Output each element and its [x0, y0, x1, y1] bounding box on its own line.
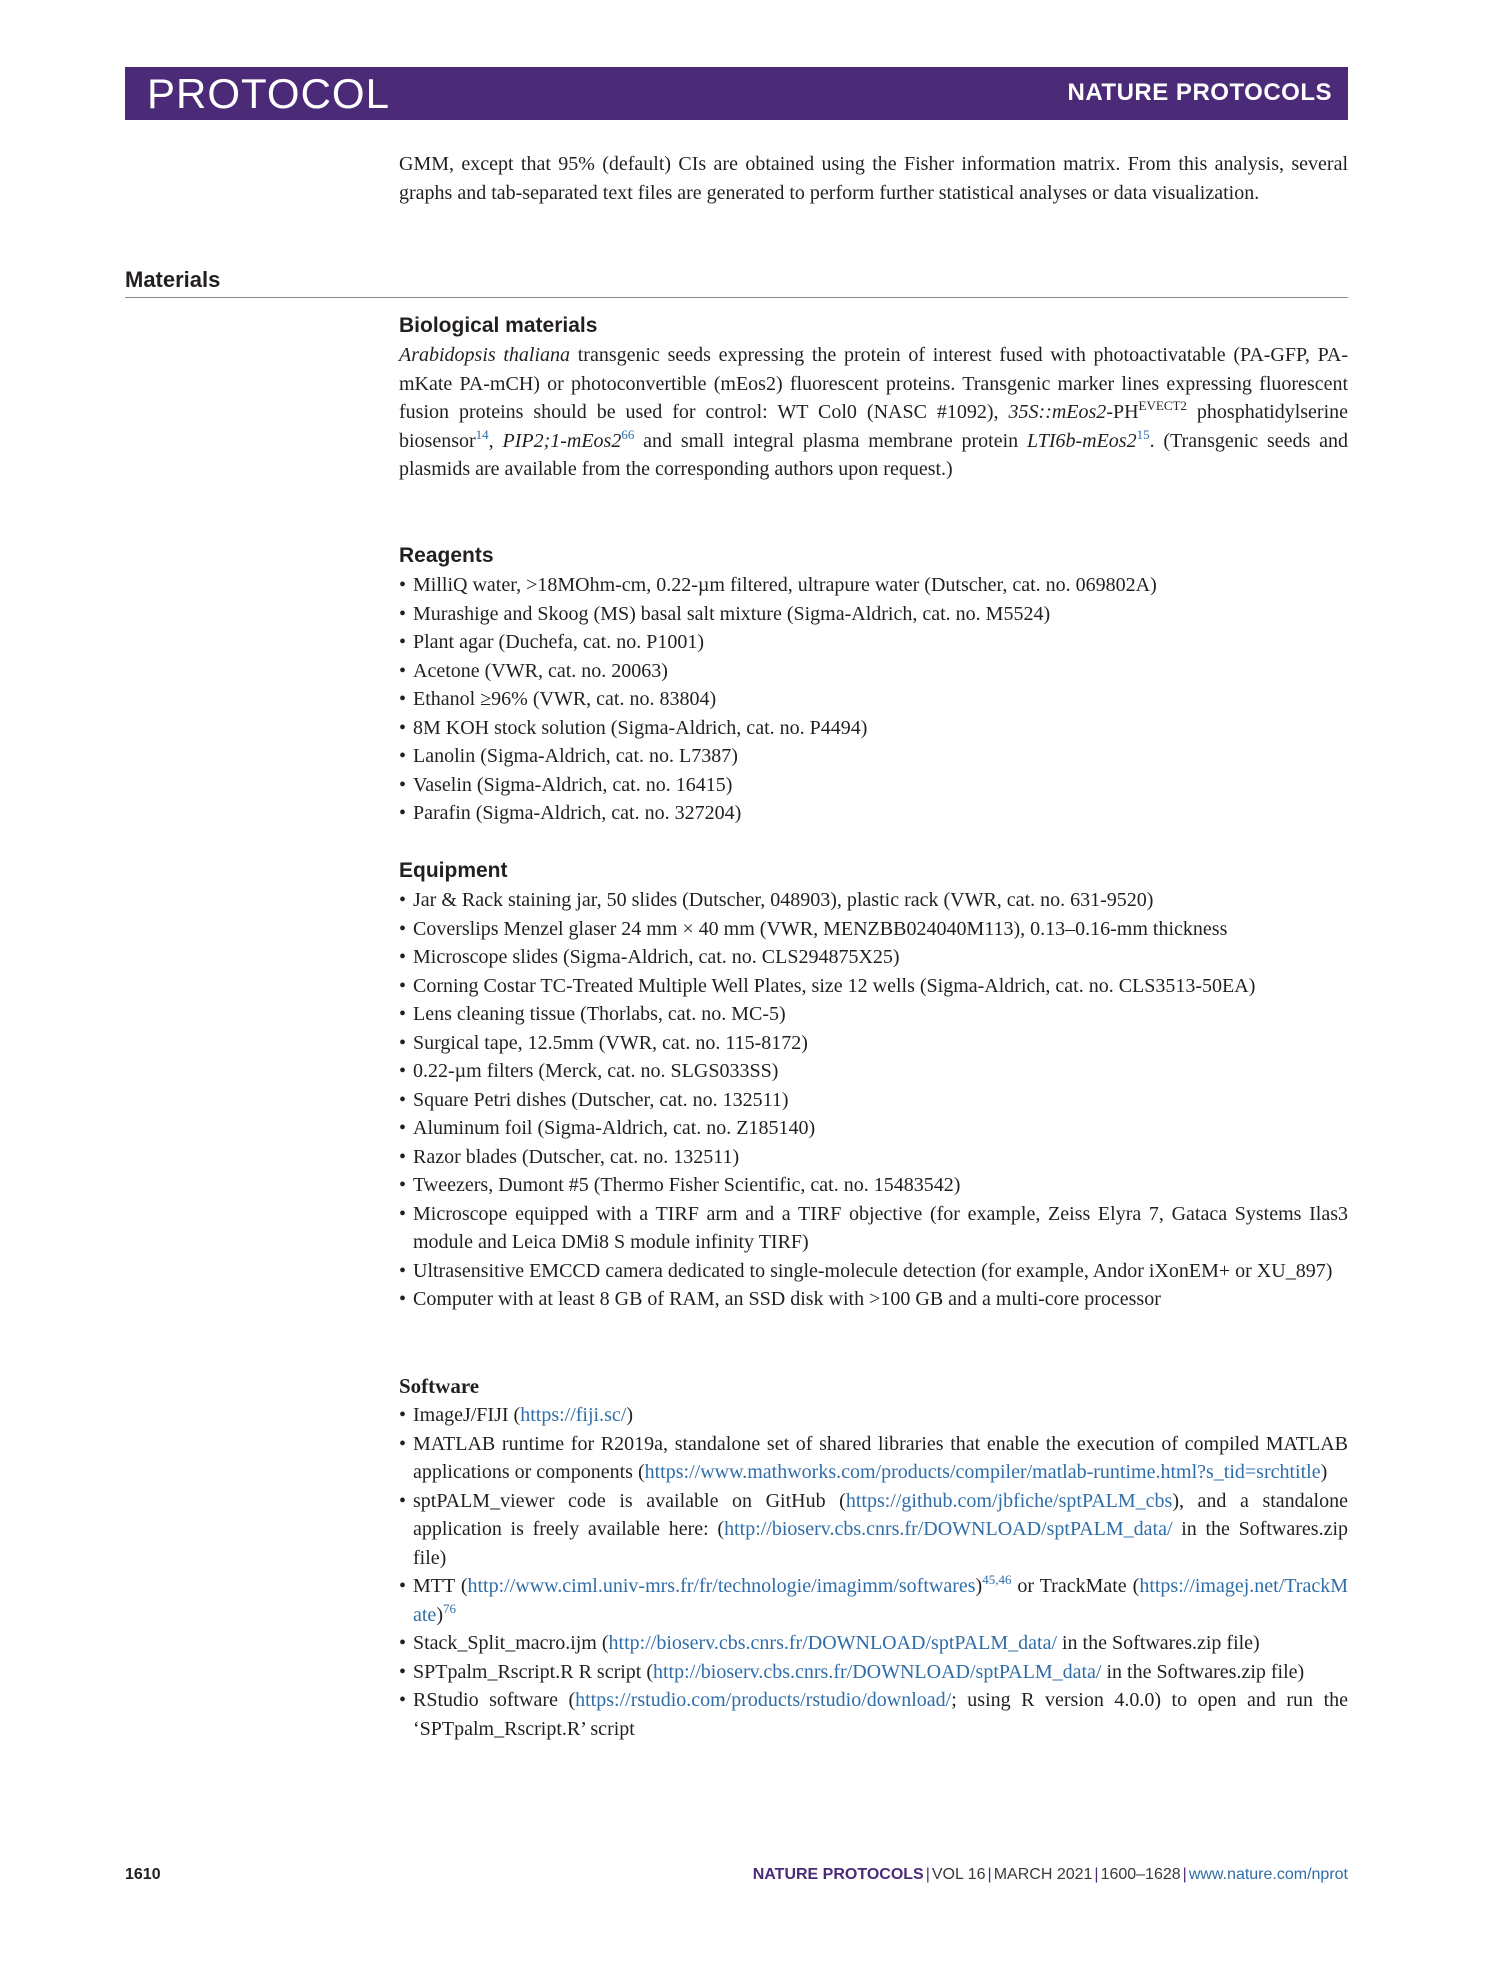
matlab-close: )	[1320, 1461, 1328, 1483]
list-item: • Vaselin (Sigma-Aldrich, cat. no. 16415)	[399, 771, 1348, 800]
mtt-link[interactable]: http://www.ciml.univ-mrs.fr/fr/technologie/imagimm/softwares	[467, 1575, 976, 1597]
list-item	[399, 1430, 1348, 1487]
species-name: Arabidopsis thaliana	[399, 344, 571, 366]
list-item	[399, 1658, 1348, 1687]
reference-66[interactable]: 66	[621, 426, 635, 442]
list-item: • Murashige and Skoog (MS) basal salt mixture (Sigma-Aldrich, cat. no. M5524)	[399, 600, 1348, 629]
sptpalm-viewer-mid: ), and a standalone application is freely available here: (	[413, 1489, 1348, 1540]
footer-separator: |	[925, 1866, 930, 1883]
construct-3: LTI6b-mEos2	[1026, 429, 1137, 452]
equipment-heading: Equipment	[399, 859, 508, 882]
list-item: • Square Petri dishes (Dutscher, cat. no. 132511)	[399, 1086, 1348, 1115]
trackmate-link[interactable]: https://imagej.net/TrackMate	[413, 1575, 1349, 1626]
rscript-close: in the Softwares.zip file)	[1101, 1660, 1305, 1683]
fiji-link[interactable]: https://fiji.sc/	[520, 1404, 627, 1426]
sptpalm-data-link[interactable]: http://bioserv.cbs.cnrs.fr/DOWNLOAD/sptPALM_data/	[724, 1518, 1173, 1540]
list-item: • Acetone (VWR, cat. no. 20063)	[399, 657, 1348, 686]
footer-pages: 1600–1628	[1100, 1866, 1181, 1883]
rscript-link[interactable]: http://bioserv.cbs.cnrs.fr/DOWNLOAD/sptPALM_data/	[653, 1660, 1102, 1683]
reference-76[interactable]: 76	[442, 1600, 456, 1616]
footer-volume: VOL 16	[931, 1866, 986, 1883]
bio-text-1: transgenic seeds expressing the protein of interest fused with photoactivatable (PA-GFP, PA-mKate PA-mCH) or photoconvertible (mEos2) fluorescent proteins. Transgenic marker lines expressing fluorescent fusion proteins should be used for control: WT Col0 (NASC #1092),	[399, 344, 1348, 423]
stack-split-close: in the Softwares.zip file)	[1057, 1632, 1260, 1654]
rscript-text: SPTpalm_Rscript.R R script (	[413, 1660, 653, 1683]
list-item: • Computer with at least 8 GB of RAM, an SSD disk with >100 GB and a multi-core processor	[399, 1285, 1348, 1314]
matlab-text: MATLAB runtime for R2019a, standalone set of shared libraries that enable the execution of compiled MATLAB applications or components (	[413, 1432, 1348, 1483]
list-item	[399, 1487, 1348, 1573]
footer-url[interactable]: www.nature.com/nprot	[1188, 1866, 1348, 1883]
page-number: 1610	[125, 1866, 161, 1883]
trackmate-close: )	[436, 1603, 443, 1626]
materials-heading: Materials	[125, 267, 1348, 298]
list-item: • Surgical tape, 12.5mm (VWR, cat. no. 115-8172)	[399, 1029, 1348, 1058]
software-section	[399, 1372, 1348, 1743]
list-item	[399, 1401, 1348, 1430]
bio-text-4: ,	[488, 429, 503, 452]
rstudio-close: ; using R version 4.0.0) to open and run the ‘SPTpalm_Rscript.R’ script	[413, 1689, 1348, 1740]
list-item	[399, 1686, 1348, 1743]
bio-text-6: . (Transgenic seeds and plasmids are available from the corresponding authors upon request.)	[399, 429, 1348, 480]
imagej-close: )	[626, 1404, 633, 1426]
construct-1: 35S::mEos2	[1008, 401, 1107, 423]
mtt-close: )	[975, 1575, 983, 1597]
stack-split-text: Stack_Split_macro.ijm (	[413, 1632, 609, 1654]
equipment-list	[399, 886, 1348, 1314]
list-item: • Microscope equipped with a TIRF arm and a TIRF objective (for example, Zeiss Elyra 7, Gataca Systems Ilas3 module and Leica DMi8 S module infinity TIRF)	[399, 1200, 1348, 1257]
list-item	[399, 1629, 1348, 1658]
reference-15[interactable]: 15	[1136, 426, 1150, 442]
list-item: • Lens cleaning tissue (Thorlabs, cat. no. MC-5)	[399, 1000, 1348, 1029]
mtt-text: MTT (	[413, 1575, 468, 1597]
biological-materials-heading: Biological materials	[399, 314, 598, 337]
footer-separator: |	[1182, 1866, 1187, 1883]
list-item: • MilliQ water, >18MOhm-cm, 0.22-µm filtered, ultrapure water (Dutscher, cat. no. 069802A)	[399, 571, 1348, 600]
sptpalm-viewer-text: sptPALM_viewer code is available on GitHub (	[413, 1489, 846, 1512]
list-item: • Coverslips Menzel glaser 24 mm × 40 mm (VWR, MENZBB024040M113), 0.13–0.16-mm thickness	[399, 915, 1348, 944]
reagents-list	[399, 571, 1348, 828]
list-item: • Microscope slides (Sigma-Aldrich, cat. no. CLS294875X25)	[399, 943, 1348, 972]
list-item: • Ethanol ≥96% (VWR, cat. no. 83804)	[399, 685, 1348, 714]
trackmate-text: or TrackMate (	[1011, 1575, 1140, 1597]
construct-1-superscript: EVECT2	[1138, 398, 1187, 413]
matlab-runtime-link[interactable]: https://www.mathworks.com/products/compiler/matlab-runtime.html?s_tid=srchtitle	[644, 1461, 1321, 1483]
biological-materials-section	[399, 312, 1348, 484]
bio-text-2: -PH	[1106, 401, 1139, 423]
construct-2: PIP2;1-mEos2	[502, 429, 622, 452]
reagents-heading: Reagents	[399, 544, 494, 567]
journal-label: NATURE PROTOCOLS	[1067, 79, 1332, 106]
list-item: • Corning Costar TC-Treated Multiple Well Plates, size 12 wells (Sigma-Aldrich, cat. no. CLS3513-50EA)	[399, 972, 1348, 1001]
bio-text-5: and small integral plasma membrane protein	[634, 429, 1027, 452]
footer-separator: |	[987, 1866, 992, 1883]
list-item: • 8M KOH stock solution (Sigma-Aldrich, cat. no. P4494)	[399, 714, 1348, 743]
sptpalm-viewer-close: in the Softwares.zip file)	[413, 1518, 1349, 1569]
software-list	[399, 1401, 1348, 1743]
rstudio-link[interactable]: https://rstudio.com/products/rstudio/download/	[575, 1689, 952, 1711]
list-item	[399, 1572, 1348, 1629]
imagej-text: ImageJ/FIJI (	[413, 1404, 521, 1426]
rstudio-text: RStudio software (	[413, 1689, 576, 1711]
list-item: • Ultrasensitive EMCCD camera dedicated to single-molecule detection (for example, Andor iXonEM+ or XU_897)	[399, 1257, 1348, 1286]
section-label: PROTOCOL	[147, 70, 390, 117]
list-item: • Razor blades (Dutscher, cat. no. 132511)	[399, 1143, 1348, 1172]
list-item: • Parafin (Sigma-Aldrich, cat. no. 327204)	[399, 799, 1348, 828]
stack-split-link[interactable]: http://bioserv.cbs.cnrs.fr/DOWNLOAD/sptPALM_data/	[608, 1632, 1057, 1654]
header-bar	[125, 67, 1348, 120]
list-item: • Aluminum foil (Sigma-Aldrich, cat. no. Z185140)	[399, 1114, 1348, 1143]
list-item: • Lanolin (Sigma-Aldrich, cat. no. L7387)	[399, 742, 1348, 771]
equipment-section	[399, 857, 1348, 1314]
footer-separator: |	[1094, 1866, 1099, 1883]
list-item: • Tweezers, Dumont #5 (Thermo Fisher Scientific, cat. no. 15483542)	[399, 1171, 1348, 1200]
footer-date: MARCH 2021	[993, 1866, 1093, 1883]
footer-journal-name: NATURE PROTOCOLS	[752, 1866, 924, 1883]
reference-45-46[interactable]: 45,46	[982, 1572, 1012, 1587]
biological-materials-paragraph	[399, 341, 1348, 484]
github-link[interactable]: https://github.com/jbfiche/sptPALM_cbs	[845, 1489, 1173, 1512]
software-heading: Software	[399, 1374, 480, 1398]
reference-14[interactable]: 14	[475, 426, 489, 442]
reagents-section	[399, 542, 1348, 828]
intro-paragraph: GMM, except that 95% (default) CIs are obtained using the Fisher information matrix. From this analysis, several graphs and tab-separated text files are generated to perform further statistical analyses or data visualization.	[399, 153, 1348, 204]
list-item: • 0.22-µm filters (Merck, cat. no. SLGS033SS)	[399, 1057, 1348, 1086]
list-item: • Jar & Rack staining jar, 50 slides (Dutscher, 048903), plastic rack (VWR, cat. no. 631-9520)	[399, 886, 1348, 915]
bio-text-3: phosphatidylserine biosensor	[399, 401, 1348, 452]
list-item: • Plant agar (Duchefa, cat. no. P1001)	[399, 628, 1348, 657]
footer-citation	[753, 1866, 1348, 1884]
